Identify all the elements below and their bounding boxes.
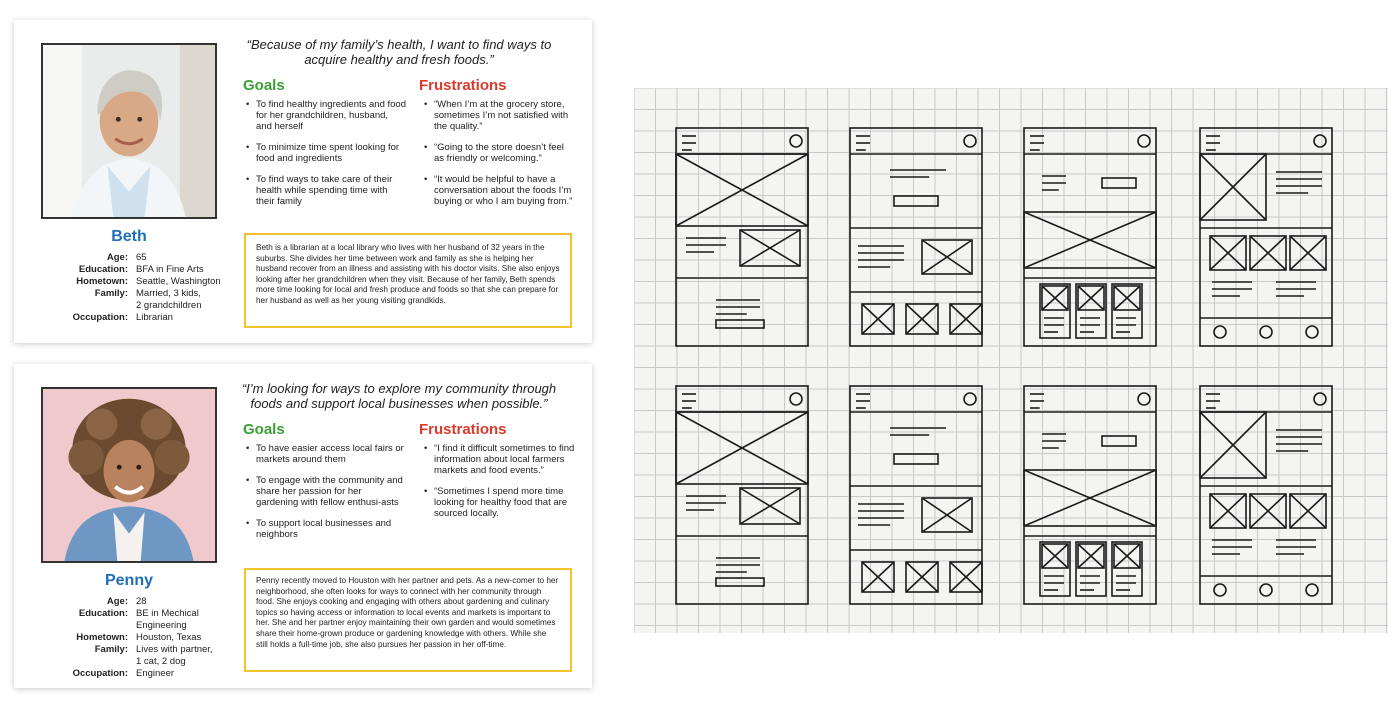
persona-bio: Penny recently moved to Houston with her partner and pets. As a new-comer to her neighborhood, she often looks for ways to connect with her community through food. She enjoys cooking and engaging with others about gardening and culinary topics so having access or information to local events and markets is important to her. She and her partner enjoy maintaining their own garden and would sometimes share their home-grown produce or gardening knowledge with others. While she still holds a full-time job, she also pursues her passion in her off-time. xyxy=(244,568,572,672)
goal-item: • To find ways to take care of their health while spending time with their family xyxy=(246,174,406,207)
persona-quote: “I’m looking for ways to explore my community through foods and support local businesses when possible.” xyxy=(241,381,557,411)
sketch-grid-icon xyxy=(634,88,1388,633)
goals-list xyxy=(246,99,406,217)
profile-icon xyxy=(964,135,976,147)
persona-bio: Beth is a librarian at a local library who lives with her husband of 32 years in the suburbs. She divides her time between work and family as she is helping her husband recover from an illness and assisting with his doctor visits. She also enjoys looking after her grandchildren when they visit. Because of her family, Beth spends more time looking for local and fresh produce and foods so that she can prepare for her husband as well as her young visiting grandkids. xyxy=(244,233,572,328)
persona-name: Beth xyxy=(111,228,147,245)
wireframe-frame xyxy=(1024,128,1156,346)
frustrations-list xyxy=(424,443,576,529)
nav-icon xyxy=(1260,326,1272,338)
detail-family: Family: Married, 3 kids, 2 grandchildren xyxy=(94,288,202,311)
nav-icon xyxy=(1306,584,1318,596)
detail-education: Education: BFA in Fine Arts xyxy=(78,264,204,275)
frustration-item: • “I find it difficult sometimes to find information about local farmers markets and food events.” xyxy=(424,443,576,476)
card-outline xyxy=(1076,542,1106,596)
goals-heading: Goals xyxy=(243,421,285,438)
persona-name: Penny xyxy=(104,572,153,589)
goal-item: • To have easier access local fairs or markets around them xyxy=(246,443,406,465)
goals-heading: Goals xyxy=(243,77,285,94)
button-outline xyxy=(894,196,938,206)
detail-family: Family: Lives with partner, 1 cat, 2 dog xyxy=(94,644,213,667)
persona-details xyxy=(14,596,254,680)
frustrations-list xyxy=(424,99,576,217)
wireframe-frame xyxy=(1024,386,1156,604)
card-outline xyxy=(1076,284,1106,338)
detail-age: Age: 28 xyxy=(106,596,147,607)
goals-list xyxy=(246,443,406,550)
detail-occupation: Occupation: Engineer xyxy=(72,668,175,679)
detail-occupation: Occupation: Librarian xyxy=(72,312,173,323)
frustration-item: • “When I’m at the grocery store, sometimes I’m not satisfied with the quality.” xyxy=(424,99,576,132)
persona-card-penny xyxy=(14,364,592,688)
detail-hometown: Hometown: Houston, Texas xyxy=(76,632,202,643)
detail-hometown: Hometown: Seattle, Washington xyxy=(76,276,221,287)
persona-photo xyxy=(41,43,217,219)
persona-details xyxy=(14,252,254,324)
card-outline xyxy=(1040,542,1070,596)
nav-icon xyxy=(1214,584,1226,596)
card-outline xyxy=(1112,284,1142,338)
profile-icon xyxy=(790,135,802,147)
persona-photo xyxy=(41,387,217,563)
goal-item: • To find healthy ingredients and food for her grandchildren, husband, and herself xyxy=(246,99,406,132)
persona-quote: “Because of my family’s health, I want to find ways to acquire healthy and fresh foods.” xyxy=(246,37,552,67)
card-outline xyxy=(1112,542,1142,596)
frustrations-heading: Frustrations xyxy=(419,77,507,94)
button-outline xyxy=(894,454,938,464)
detail-age: Age: 65 xyxy=(106,252,147,263)
goal-item: • To engage with the community and share her passion for her gardening with fellow enthusi-asts xyxy=(246,475,406,508)
persona-card-beth xyxy=(14,20,592,343)
detail-education: Education: BE in Mechical Engineering xyxy=(78,608,199,631)
wireframe-sketch xyxy=(634,88,1388,633)
goal-item: • To minimize time spent looking for food and ingredients xyxy=(246,142,406,164)
frustration-item: • “Going to the store doesn’t feel as friendly or welcoming.” xyxy=(424,142,576,164)
frustration-item: • “Sometimes I spend more time looking for healthy food that are sourced locally. xyxy=(424,486,576,519)
profile-icon xyxy=(1314,135,1326,147)
profile-icon xyxy=(1138,135,1150,147)
goal-item: • To support local businesses and neighbors xyxy=(246,518,406,540)
profile-icon xyxy=(790,393,802,405)
profile-icon xyxy=(1314,393,1326,405)
nav-icon xyxy=(1214,326,1226,338)
profile-icon xyxy=(1138,393,1150,405)
nav-icon xyxy=(1260,584,1272,596)
card-outline xyxy=(1040,284,1070,338)
nav-icon xyxy=(1306,326,1318,338)
penny-photo-icon xyxy=(43,389,215,561)
frustrations-heading: Frustrations xyxy=(419,421,507,438)
frustration-item: • “It would be helpful to have a conversation about the foods I’m buying or who I am buying from.” xyxy=(424,174,576,207)
profile-icon xyxy=(964,393,976,405)
beth-photo-icon xyxy=(43,45,215,217)
